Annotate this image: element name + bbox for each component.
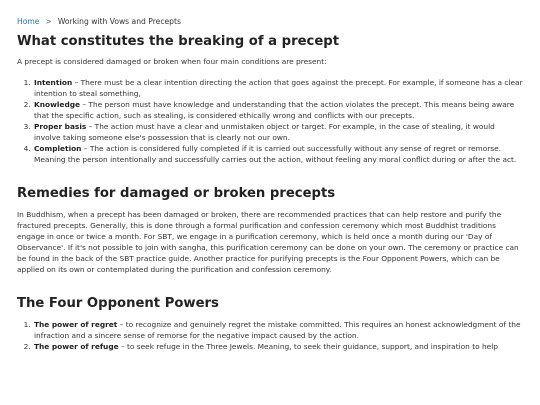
list-item-text: – to seek refuge in the Three Jewels. Meaning, to seek their guidance, support, and inspiration to help: [118, 342, 498, 351]
list-item-term: Proper basis: [34, 122, 87, 131]
section-heading-remedies: Remedies for damaged or broken precepts: [17, 186, 336, 201]
list-item-term: Knowledge: [34, 100, 81, 109]
list-item-text: – There must be a clear intention directing the action that goes against the precept. For example, if someone has a clear intention to steal something,: [34, 78, 523, 98]
remedies-paragraph: In Buddhism, when a precept has been damaged or broken, there are recommended practices that can help restore and purify the fractured precepts. Generally, this is done through a formal purification and confession ceremony which most Buddhist traditions engage in once or twice a month. For SBT, we engage in a purification ceremony, which is held once a month during our 'Day of Observance'. If it's not possible to join with sangha, this purification ceremony can be done on your own. The ceremony or practice can be found in the back of the SBT practice guide. Another practice for purifying precepts is the Four Opponent Powers, which can be applied on its own or contemplated during the purification and confession ceremony.: [17, 210, 519, 274]
list-item: [33, 143, 523, 165]
section-heading-breaking-precept: What constitutes the breaking of a precept: [17, 34, 340, 49]
list-item-text: – The person must have knowledge and understanding that the action violates the precept. This means being aware that the specific action, such as stealing, is considered ethically wrong and conflicts with our precepts.: [34, 100, 515, 120]
list-item-text: – The action must have a clear and unmistaken object or target. For example, in the case of stealing, it would involve taking someone else's possession that is clearly not our own.: [34, 122, 495, 142]
breadcrumb: [17, 16, 523, 27]
list-item-text: – to recognize and genuinely regret the mistake committed. This requires an honest acknowledgment of the infraction and a sincere sense of remorse for the negative impact caused by the action.: [34, 320, 521, 340]
list-item-term: Intention: [34, 78, 73, 87]
list-item: [33, 99, 523, 121]
list-item: [33, 319, 523, 341]
opponent-powers-list: [33, 319, 523, 352]
breadcrumb-current: Working with Vows and Precepts: [57, 17, 181, 26]
breadcrumb-home-link[interactable]: Home: [17, 17, 40, 26]
list-item: [33, 77, 523, 99]
section-heading-four-opponent-powers: The Four Opponent Powers: [17, 296, 219, 311]
list-item-text: – The action is considered fully completed if it is carried out successfully without any sense of regret or remorse. Meaning the person intentionally and successfully carries out the action, without feeling any moral conflict during or after the act.: [34, 144, 517, 164]
list-item-term: The power of regret: [34, 320, 118, 329]
list-item: [33, 341, 523, 352]
list-item-term: Completion: [34, 144, 82, 153]
list-item-term: The power of refuge: [34, 342, 119, 351]
list-item: [33, 121, 523, 143]
breadcrumb-separator: >: [45, 17, 52, 26]
section-intro-text: A precept is considered damaged or broken when four main conditions are present:: [17, 57, 327, 66]
conditions-list: [33, 77, 523, 165]
